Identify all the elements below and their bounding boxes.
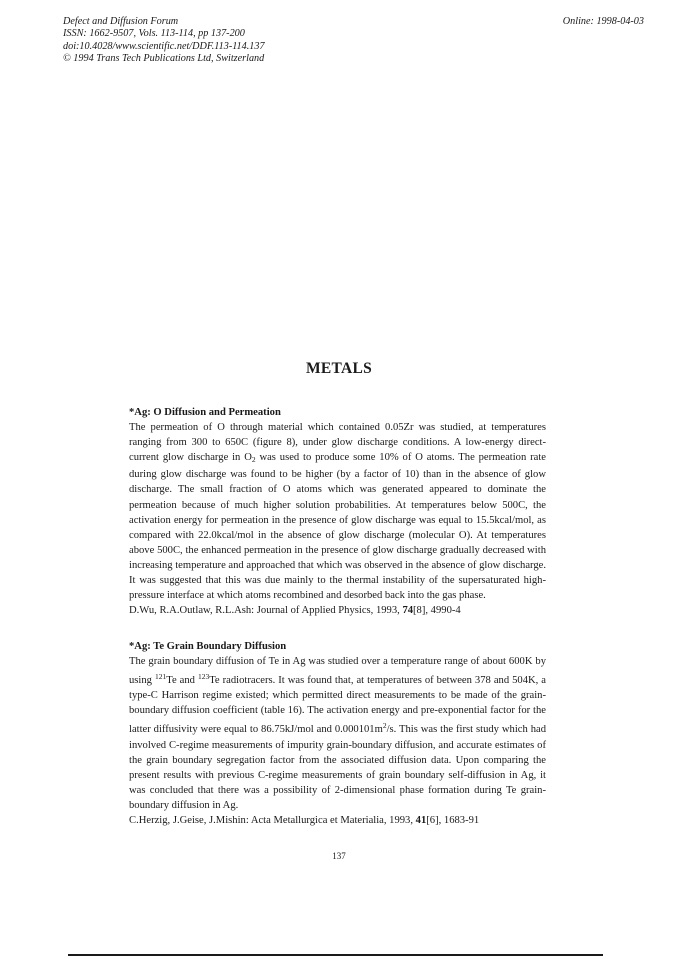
copyright-line: © 1994 Trans Tech Publications Ltd, Switzerland <box>63 53 265 65</box>
entry-title: *Ag: Te Grain Boundary Diffusion <box>129 641 287 652</box>
entry-reference: D.Wu, R.A.Outlaw, R.L.Ash: Journal of Applied Physics, 1993, 74[8], 4990-4 <box>129 605 461 617</box>
abstract-entry <box>129 639 546 828</box>
page-number: 137 <box>332 851 346 861</box>
issn-line: ISSN: 1662-9507, Vols. 113-114, pp 137-200 <box>63 28 245 40</box>
doi-line[interactable]: doi:10.4028/www.scientific.net/DDF.113-114.137 <box>63 40 265 52</box>
journal-name: Defect and Diffusion Forum <box>63 16 179 27</box>
entry-body: The grain boundary diffusion of Te in Ag was studied over a temperature range of about 600K by using $^{121}$Te and $^{123}$Te radiotracers. It was found that, at temperatures of between 378 and 504K, a type-C Harrison regime existed; which permitted direct measurements to be made of the grain-boundary diffusion coefficient (table 16). The activation energy and pre-exponential factor for the latter diffusivity were equal to 86.75kJ/mol and $0.000101m^2/s$. This was the first study which had involved C-regime measurements of impurity grain-boundary diffusion, and accurate estimates of the grain boundary segregation factor from the associated diffusion data. Upon comparing the present results with previous C-regime measurements of grain boundary self-diffusion in Ag, it was concluded that there was a possibility of 2-dimensional phase formation during Te grain-boundary diffusion in Ag. <box>129 656 547 811</box>
reference-volume: 74 <box>402 605 414 617</box>
reference-volume: 41 <box>415 815 427 827</box>
online-date: Online: 1998-04-03 <box>562 16 644 27</box>
abstract-entry <box>129 405 546 618</box>
journal-header <box>63 16 265 66</box>
entry-title: *Ag: O Diffusion and Permeation <box>129 407 281 418</box>
entry-reference: C.Herzig, J.Geise, J.Mishin: Acta Metallurgica et Materialia, 1993, 41[6], 1683-91 <box>129 815 480 827</box>
footer-divider <box>68 954 603 956</box>
section-title: METALS <box>305 360 373 377</box>
entry-body: The permeation of O through material which contained 0.05Zr was studied, at temperatures ranging from 300 to 650C (figure 8), under glow discharge conditions. A low-energy direct-current glow discharge in $O_2$ was used to produce some 10% of O atoms. The permeation rate during glow discharge was found to be higher (by a factor of 10) than in the absence of glow discharge. The small fraction of O atoms which was generated appeared to dominate the permeation because of much higher solution probabilities. At temperatures below 500C, the activation energy for permeation in the presence of glow discharge was equal to 15.5kcal/mol, as compared with 22.0kcal/mol in the absence of glow discharge (molecular O). At temperatures above 500C, the enhanced permeation in the presence of glow discharge gradually decreased with increasing temperature and approached that which was observed in the absence of glow discharge. It was suggested that this was due mainly to the thermal instability of the supersaturated high-pressure interface at which atoms recombined and desorbed back into the gas phase. <box>129 422 546 602</box>
